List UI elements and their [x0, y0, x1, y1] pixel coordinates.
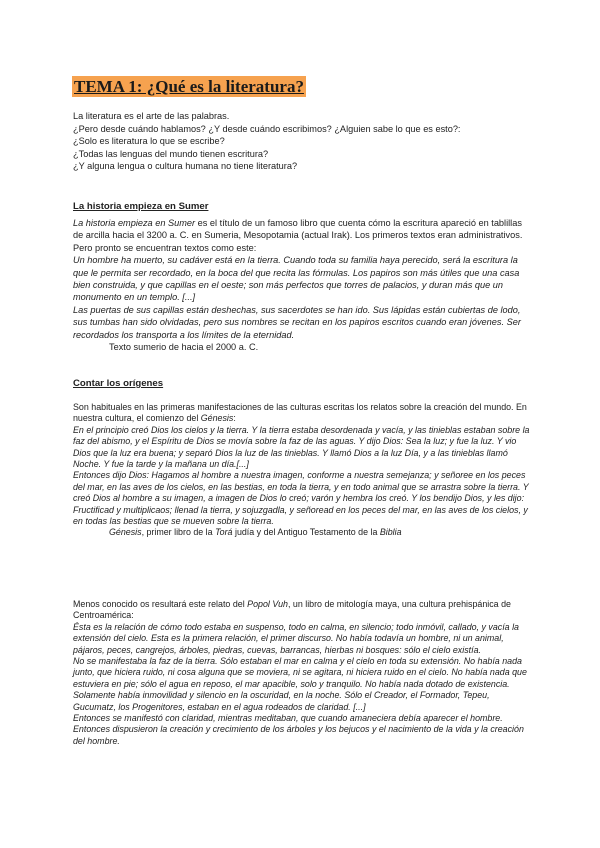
intro-line: ¿Solo es literatura lo que se escribe?	[73, 136, 225, 146]
popol-intro	[73, 599, 533, 622]
popol-quote: No se manifestaba la faz de la tierra. Sólo estaban el mar en calma y el cielo en toda su extensión. No había nada junto, que hiciera ruido, ni cosa alguna que se moviera, ni se agitara, ni hiciera ruido en el cielo. No había nada que estuviera en pie; sólo el agua en reposo, el mar apacible, solo y tranquilo. No había nada dotado de existencia.	[73, 656, 527, 689]
genesis-source-biblia: Biblia	[379, 527, 402, 538]
sumer-quote: Las puertas de sus capillas están deshechas, sus sacerdotes se han ido. Sus lápidas están cubiertas de lodo, sus tumbas han sido olvidadas, pero sus nombres se recitan en los papiros escritos cuando eran jóvenes. Ser recordados los transporta a los límites de la eternidad.	[73, 304, 521, 340]
intro-line: ¿Pero desde cuándo hablamos? ¿Y desde cuándo escribimos? ¿Alguien sabe lo que es esto?:	[73, 123, 461, 134]
sumer-quote: Un hombre ha muerto, su cadáver está en la tierra. Cuando toda su familia haya perecido, será la escritura la que le permita ser recordado, en la boca del que recita las fórmulas. Los papiros son más útiles que una casa bien construida, y que capillas en el oeste; son más perfectos que torres de palacios, y duran más que un monumento en un templo. [...]	[73, 255, 520, 303]
popol-book: Popol Vuh	[247, 599, 288, 609]
genesis-intro-end: :	[233, 413, 236, 424]
genesis-source-text: , primer libro de la	[141, 527, 216, 538]
section-sumer	[73, 217, 533, 353]
popol-quote: Entonces se manifestó con claridad, mientras meditaban, que cuando amaneciera debía aparecer el hombre. Entonces dispusieron la creación y crecimiento de los árboles y los bejucos y el nacimiento de la vida y la creación del hombre.	[73, 713, 524, 746]
popol-quote: Solamente había inmovilidad y silencio en la oscuridad, en la noche. Sólo el Creador, el Formador, Tepeu, Gucumatz, los Progenitores, estaban en el agua rodeados de claridad. [...]	[73, 690, 490, 712]
genesis-source-book: Génesis	[109, 527, 142, 538]
genesis-source	[73, 527, 533, 538]
popol-intro-text: Menos conocido os resultará este relato del	[73, 599, 248, 609]
genesis-intro	[73, 402, 533, 425]
genesis-source-tora: Torá	[215, 527, 233, 538]
sumer-paragraph-text: es el título de un famoso libro que cuenta cómo la escritura apareció en tablillas de arcilla hacia el 3200 a. C. en Sumeria, Mesopotamia (actual Irak). Los primeros textos eran administrativos. Pero pronto se encuentran textos como este:	[73, 218, 523, 253]
genesis-book: Génesis	[200, 413, 234, 424]
intro-line: ¿Y alguna lengua o cultura humana no tiene literatura?	[73, 161, 298, 171]
title-wrap	[72, 76, 306, 97]
genesis-quote: En el principio creó Dios los cielos y la tierra. Y la tierra estaba desordenada y vacía, y las tinieblas estaban sobre la faz del abismo, y el Espíritu de Dios se movía sobre la faz de las aguas. Y dijo Dios: Sea la luz; y fue la luz. Y vio Dios que la luz era buena; y separó Dios la luz de las tinieblas. Y llamó Dios a la luz Día, y a las tinieblas llamó Noche. Y fue la tarde y la mañana un día.[...]	[73, 424, 530, 470]
intro-paragraph	[73, 110, 533, 173]
genesis-quote: Entonces dijo Dios: Hagamos al hombre a nuestra imagen, conforme a nuestra semejanza; y señoree en los peces del mar, en las aves de los cielos, en las bestias, en toda la tierra, y en todo animal que se arrastra sobre la tierra. Y creó Dios al hombre a su imagen, a imagen de Dios lo creó; varón y hembra los creó. Y los bendijo Dios, y les dijo: Fructificad y multiplicaos; llenad la tierra, y sojuzgadla, y señoread en los peces del mar, en las aves de los cielos, y en todas las bestias que se mueven sobre la tierra.	[73, 470, 529, 527]
section-genesis	[73, 402, 533, 539]
page-title: TEMA 1: ¿Qué es la literatura?	[74, 77, 304, 96]
popol-intro-end: , un libro de mitología maya, una cultura prehispánica de Centroamérica:	[73, 599, 511, 621]
sumer-source: Texto sumerio de hacia el 2000 a. C.	[109, 342, 259, 353]
intro-line: La literatura es el arte de las palabras.	[73, 111, 230, 121]
popol-quote: Ésta es la relación de cómo todo estaba en suspenso, todo en calma, en silencio; todo inmóvil, callado, y vacía la extensión del cielo. Esta es la primera relación, el primer discurso. No había todavía un hombre, ni un animal, pájaros, peces, cangrejos, árboles, piedras, cuevas, barrancas, hierbas ni bosques: sólo el cielo existía.	[73, 621, 519, 655]
section-heading-sumer: La historia empieza en Sumer	[73, 201, 209, 212]
intro-line: ¿Todas las lenguas del mundo tienen escritura?	[73, 148, 269, 159]
section-popol-vuh	[73, 599, 533, 747]
book-title: La historia empieza en Sumer	[73, 218, 196, 228]
genesis-source-text2: judía y del Antiguo Testamento de la	[232, 527, 380, 538]
section-heading-origins: Contar los orígenes	[73, 378, 164, 389]
sumer-paragraph	[73, 217, 533, 254]
genesis-intro-text: Son habituales en las primeras manifestaciones de las culturas escritas los relatos sobre la creación del mundo. En nuestra cultura, el comienzo del	[73, 402, 527, 424]
